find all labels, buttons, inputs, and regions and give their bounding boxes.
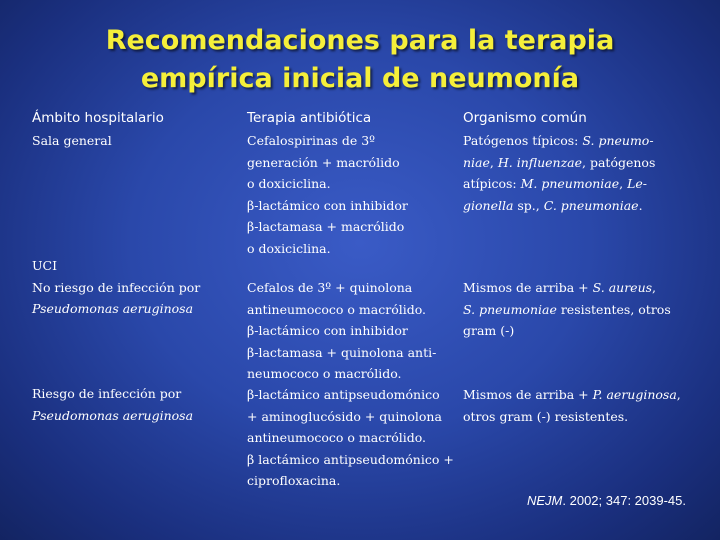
organism-species: Le- [627, 176, 648, 191]
organism-species: P. aeruginosa [592, 387, 677, 402]
therapy-line: antineumococo o macrólido. [247, 430, 427, 445]
setting-line: UCI [32, 258, 58, 273]
organism-text: , [652, 280, 657, 295]
setting-line: Pseudomonas aeruginosa [32, 407, 194, 423]
row-3-therapy [247, 384, 454, 492]
therapy-line: antineumococo o macrólido. [247, 301, 427, 317]
citation-details: . 2002; 347: 2039-45. [562, 493, 686, 508]
organism-text: , [676, 387, 681, 402]
organism-text: otros gram (-) resistentes. [463, 408, 629, 424]
organism-species: S. pneumo- [582, 133, 654, 148]
setting-line: Sala general [32, 133, 112, 148]
organism-species: M. pneumoniae [520, 176, 620, 191]
header-organism: Organismo común [463, 110, 587, 126]
row-1-setting [32, 130, 112, 152]
organism-text: Mismos de arriba + [463, 387, 593, 402]
row-1-organism [463, 130, 655, 216]
organism-text: atípicos: [463, 176, 521, 191]
therapy-line: Cefalospirinas de 3º [247, 133, 376, 148]
organism-line [463, 277, 671, 299]
organism-species: niae [463, 154, 490, 170]
setting-line: Pseudomonas aeruginosa [32, 301, 194, 316]
organism-species: C. pneumoniae [543, 197, 639, 213]
therapy-line: neumococo o macrólido. [247, 366, 402, 381]
row-2-therapy [247, 277, 436, 385]
organism-text: sp., [513, 197, 544, 213]
citation [527, 493, 686, 508]
therapy-line: β-lactamasa + macrólido [247, 219, 405, 234]
row-3-organism [463, 384, 681, 427]
header-setting: Ámbito hospitalario [32, 110, 164, 126]
row-1-therapy [247, 130, 408, 259]
row-2-setting [32, 255, 200, 320]
organism-line [463, 320, 671, 342]
therapy-line: generación + macrólido [247, 154, 400, 170]
therapy-line: β-lactámico con inhibidor [247, 323, 408, 338]
therapy-line: o doxiciclina. [247, 240, 331, 256]
slide-title [0, 22, 720, 98]
organism-line [463, 406, 681, 428]
row-2-organism [463, 277, 671, 342]
organism-text: , [489, 154, 498, 170]
organism-text: Mismos de arriba + [463, 280, 593, 295]
header-therapy: Terapia antibiótica [247, 110, 372, 126]
therapy-line: β-lactámico antipseudomónico [247, 387, 440, 402]
setting-line: No riesgo de infección por [32, 279, 201, 295]
organism-text: . [638, 197, 643, 213]
citation-journal: NEJM [527, 493, 563, 508]
organism-line [463, 299, 671, 321]
organism-text: gram (-) [463, 323, 515, 338]
therapy-line: Cefalos de 3º + quinolona [247, 280, 413, 295]
organism-species: gionella [463, 197, 514, 213]
row-3-setting [32, 383, 193, 426]
organism-line [463, 130, 655, 152]
organism-text: Patógenos típicos: [463, 133, 583, 148]
organism-species: S. aureus [592, 280, 653, 295]
organism-line [463, 195, 655, 217]
title-line-1: Recomendaciones para la terapia [105, 25, 615, 56]
therapy-line: o doxiciclina. [247, 176, 331, 191]
title-line-2: empírica inicial de neumonía [140, 63, 580, 94]
therapy-line: + aminoglucósido + quinolona [247, 408, 442, 424]
therapy-line: β-lactamasa + quinolona anti- [247, 344, 437, 360]
therapy-line: β-lactámico con inhibidor [247, 197, 408, 213]
organism-line [463, 152, 655, 174]
organism-line [463, 173, 655, 195]
organism-species: S. pneumoniae [463, 301, 557, 317]
therapy-line: β lactámico antipseudomónico + [247, 451, 454, 467]
setting-line: Riesgo de infección por [32, 386, 182, 401]
organism-line [463, 384, 681, 406]
organism-species: H. influenzae [497, 154, 583, 170]
organism-text: , patógenos [582, 154, 656, 170]
organism-text: resistentes, otros [556, 301, 671, 317]
organism-text: , [619, 176, 628, 191]
therapy-line: ciprofloxacina. [247, 473, 341, 488]
